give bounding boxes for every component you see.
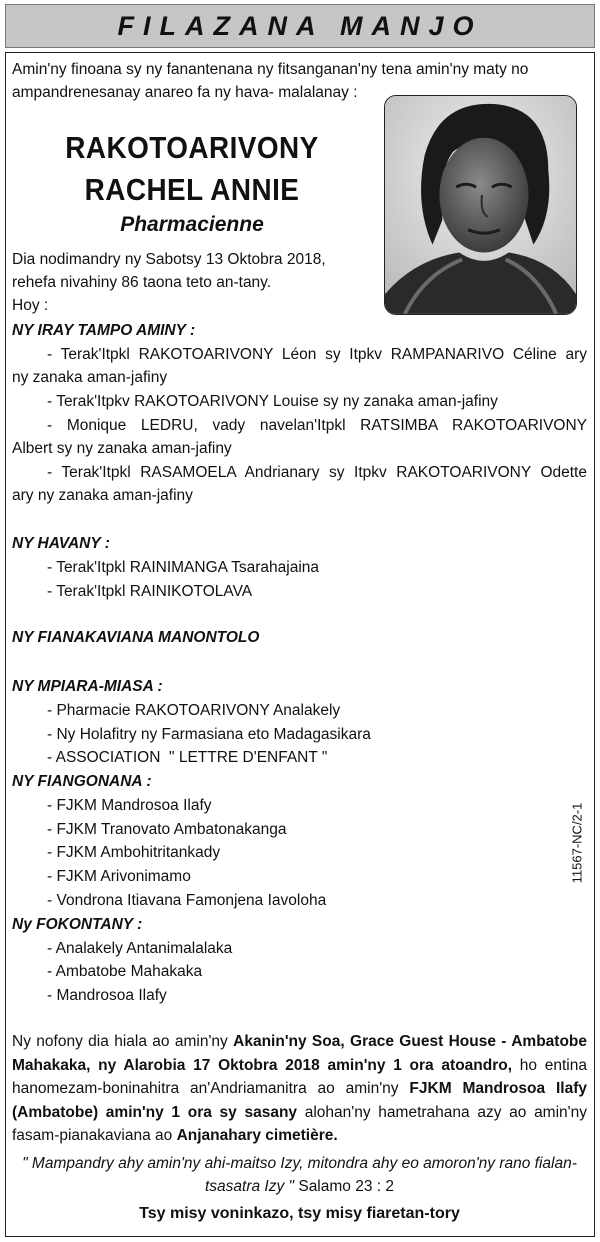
list-item: - Vondrona Itiavana Famonjena Iavoloha <box>47 892 327 909</box>
colleagues-heading: NY MPIARA-MIASA : <box>12 678 163 695</box>
funeral-church: FJKM Mandrosoa Ilafy (Ambatobe) amin'ny 1 ora sy sasany <box>12 1080 587 1121</box>
funeral-details <box>12 1030 587 1148</box>
hoy-label: Hoy : <box>12 297 49 314</box>
death-age-text: rehefa nivahiny 86 taona teto an-tany. <box>12 274 272 291</box>
bible-quote <box>12 1152 587 1198</box>
intro-text: Amin'ny finoana sy ny fanantenana ny fitsanganan'ny tena amin'ny maty no ampandrenesanay anareo fa ny hava- malalanay : <box>12 61 529 101</box>
funeral-text-2: ho entina hanomezam-boninahitra an'Andriamanitra ao amin'ny <box>12 1056 587 1097</box>
quote-reference: Salamo 23 : 2 <box>294 1178 394 1195</box>
funeral-text-1: Ny nofony dia hiala ao amin'ny <box>12 1033 234 1050</box>
list-item: - Ny Holafitry ny Farmasiana eto Madagasikara <box>47 726 371 743</box>
header-banner <box>5 4 595 48</box>
list-item: - Analakely Antanimalalaka <box>47 940 233 957</box>
funeral-text-3: alohan'ny hametrahana azy ao amin'ny fasam-pianakaviana ao <box>12 1103 587 1144</box>
relatives-heading: NY HAVANY : <box>12 535 110 552</box>
deceased-surname: RAKOTOARIVONY <box>65 130 319 165</box>
quote-text: " Mampandry ahy amin'ny ahi-maitso Izy, mitondra ahy eo amoron'ny rano fialan-tsasatra Izy " <box>22 1155 577 1195</box>
list-item: - Terak'Itpkl RAINIMANGA Tsarahajaina <box>47 559 320 576</box>
funeral-cemetery: Anjanahary cimetière. <box>176 1127 338 1144</box>
reference-code: 11567-NC/2-1 <box>569 802 585 884</box>
list-item: - FJKM Mandrosoa Ilafy <box>47 797 212 814</box>
list-item: - FJKM Tranovato Ambatonakanga <box>47 821 287 838</box>
list-item: ny zanaka aman-jafiny <box>12 369 168 386</box>
list-item: - Monique LEDRU, vady navelan'Itpkl RATSIMBA RAKOTOARIVONY <box>47 417 587 434</box>
deceased-portrait <box>384 95 577 315</box>
children-heading: NY IRAY TAMPO AMINY : <box>12 322 196 339</box>
deceased-profession: Pharmacienne <box>120 213 264 236</box>
funeral-venue: Akanin'ny Soa, Grace Guest House - Ambatobe Mahakaka, ny Alarobia 17 Oktobra 2018 amin'ny 1 ora atoandro, <box>12 1033 587 1074</box>
list-item: - Terak'Itpkl RAKOTOARIVONY Léon sy Itpkv RAMPANARIVO Céline ary <box>47 346 587 363</box>
list-item: Albert sy ny zanaka aman-jafiny <box>12 440 232 457</box>
header-title: FILAZANA MANJO <box>117 10 483 41</box>
list-item: - Terak'Itpkl RAINIKOTOLAVA <box>47 583 253 600</box>
list-item: - FJKM Ambohitritankady <box>47 844 221 861</box>
list-item: - ASSOCIATION " LETTRE D'ENFANT " <box>47 749 328 766</box>
fokontany-heading: Ny FOKONTANY : <box>12 916 143 933</box>
death-date-text: Dia nodimandry ny Sabotsy 13 Oktobra 2018, <box>12 251 326 268</box>
list-item: - Ambatobe Mahakaka <box>47 963 203 980</box>
list-item: - FJKM Arivonimamo <box>47 868 191 885</box>
list-item: - Pharmacie RAKOTOARIVONY Analakely <box>47 702 341 719</box>
family-heading: NY FIANAKAVIANA MANONTOLO <box>12 629 260 646</box>
list-item: - Terak'Itpkv RAKOTOARIVONY Louise sy ny zanaka aman-jafiny <box>47 393 498 410</box>
list-item: - Mandrosoa Ilafy <box>47 987 167 1004</box>
deceased-given-names: RACHEL ANNIE <box>84 172 300 207</box>
list-item: ary ny zanaka aman-jafiny <box>12 487 193 504</box>
list-item: - Terak'Itpkl RASAMOELA Andrianary sy Itpkv RAKOTOARIVONY Odette <box>47 464 587 481</box>
churches-heading: NY FIANGONANA : <box>12 773 152 790</box>
closing-note: Tsy misy voninkazo, tsy misy fiaretan-tory <box>139 1205 460 1222</box>
